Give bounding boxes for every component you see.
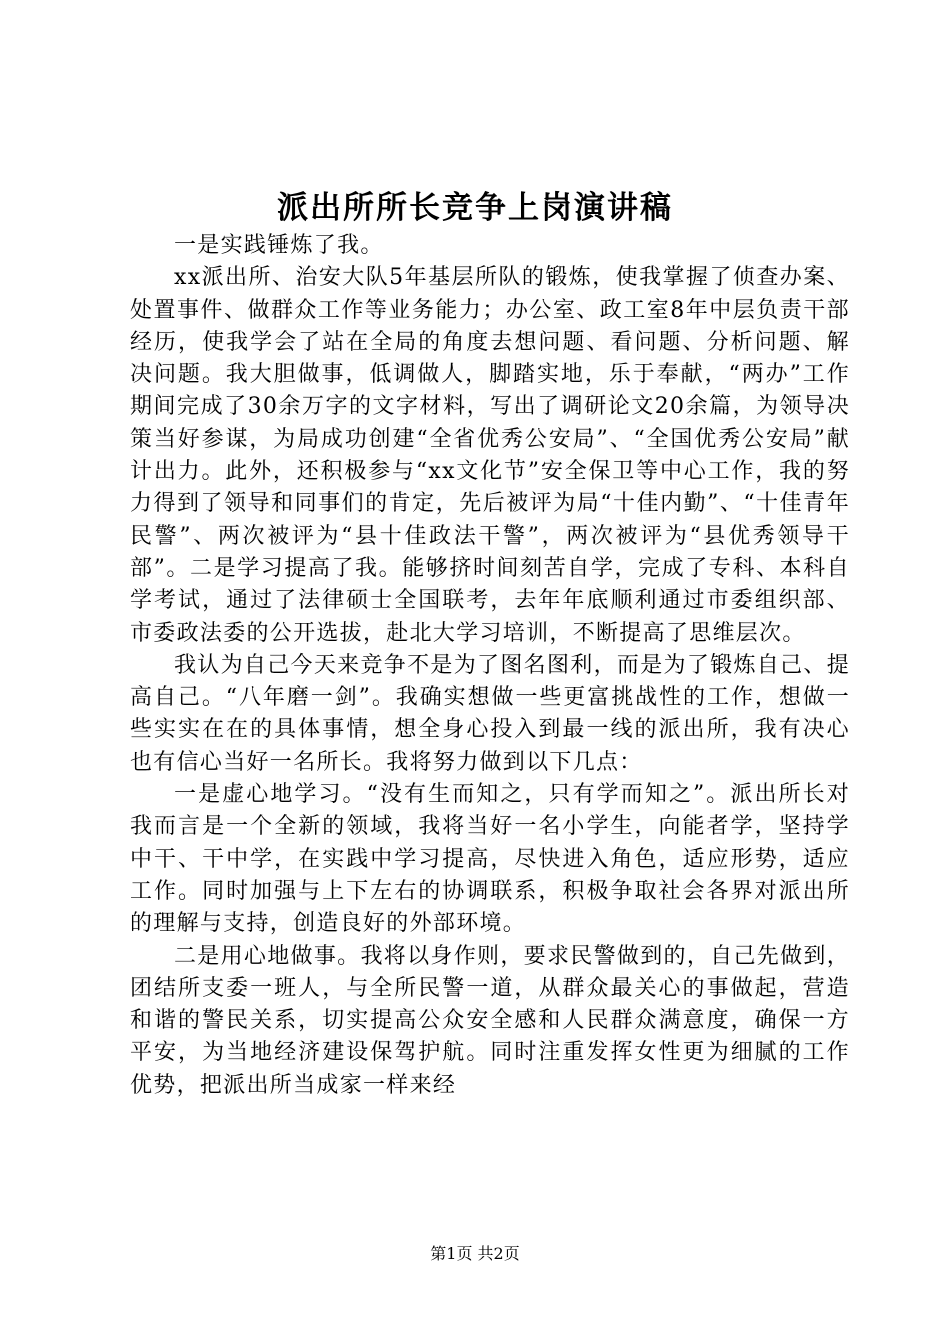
paragraph: 我认为自己今天来竞争不是为了图名图利，而是为了锻炼自己、提高自己。“八年磨一剑”。我确实想做一些更富挑战性的工作，想做一些实实在在的具体事情，想全身心投入到最一线的派出所，我有决心也有信心当好一名所长。我将努力做到以下几点： (130, 652, 850, 775)
page-number-footer: 第1页 共2页 (430, 1244, 520, 1263)
document-body (130, 230, 850, 1102)
paragraph: xx派出所、治安大队5年基层所队的锻炼，使我掌握了侦查办案、处置事件、做群众工作等业务能力；办公室、政工室8年中层负责干部经历，使我学会了站在全局的角度去想问题、看问题、分析问题、解决问题。我大胆做事，低调做人，脚踏实地，乐于奉献，“两办”工作期间完成了30余万字的文字材料，写出了调研论文20余篇，为领导决策当好参谋，为局成功创建“全省优秀公安局”、“全国优秀公安局”献计出力。此外，还积极参与“xx文化节”安全保卫等中心工作，我的努力得到了领导和同事们的肯定，先后被评为局“十佳内勤”、“十佳青年民警”、两次被评为“县十佳政法干警”，两次被评为“县优秀领导干部”。二是学习提高了我。能够挤时间刻苦自学，完成了专科、本科自学考试，通过了法律硕士全国联考，去年年底顺利通过市委组织部、市委政法委的公开选拔，赴北大学习培训，不断提高了思维层次。 (130, 265, 850, 646)
paragraph: 一是实践锤炼了我。 (174, 233, 384, 258)
document-title: 派出所所长竞争上岗演讲稿 (277, 190, 673, 226)
paragraph: 二是用心地做事。我将以身作则，要求民警做到的，自己先做到，团结所支委一班人，与全所民警一道，从群众最关心的事做起，营造和谐的警民关系，切实提高公众安全感和人民群众满意度，确保一方平安，为当地经济建设保驾护航。同时注重发挥女性更为细腻的工作优势，把派出所当成家一样来经 (130, 943, 850, 1098)
paragraph: 一是虚心地学习。“没有生而知之，只有学而知之”。派出所长对我而言是一个全新的领域，我将当好一名小学生，向能者学，坚持学中干、干中学，在实践中学习提高，尽快进入角色，适应形势，适应工作。同时加强与上下左右的协调联系，积极争取社会各界对派出所的理解与支持，创造良好的外部环境。 (130, 782, 850, 937)
